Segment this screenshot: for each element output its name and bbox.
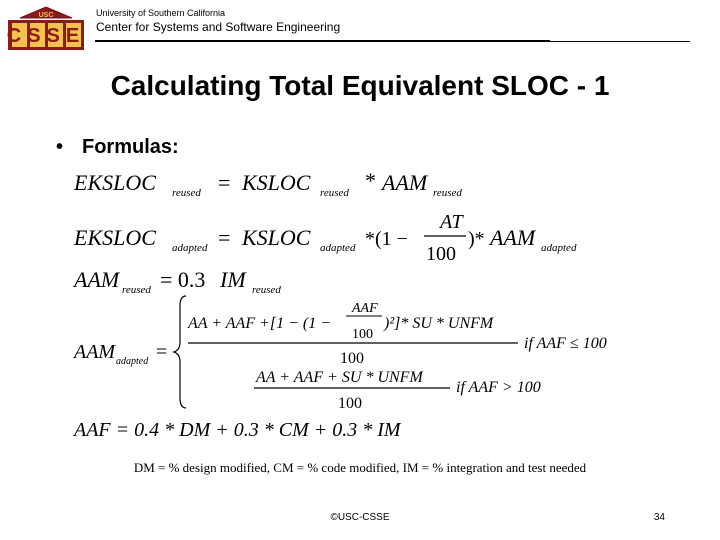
university-name: University of Southern California	[96, 8, 226, 18]
f4-lhs: AAM	[74, 341, 116, 363]
f3-lhs: AAM	[74, 267, 120, 292]
f4-case2-cond: if AAF > 100	[456, 379, 541, 396]
f3-rhs: IM	[220, 267, 246, 292]
f3-lhs-sub: reused	[122, 284, 151, 296]
bullet-icon: •	[56, 136, 64, 158]
header-rule-thin	[550, 41, 690, 42]
formula-aam-reused	[72, 267, 281, 296]
f2-frac-num: AT	[440, 211, 463, 233]
f1-lhs: EKSLOC	[74, 170, 156, 195]
f4-brace	[174, 296, 186, 408]
formula-eksloc-adapted	[73, 211, 577, 265]
definitions-text: DM = % design modified, CM = % code modified, IM = % integration and test needed	[133, 460, 587, 475]
f2-rhs: KSLOC	[242, 225, 311, 250]
bullet-text: Formulas:	[82, 136, 179, 158]
f1-rhs2: AAM	[382, 170, 428, 195]
f2-lhs: EKSLOC	[74, 225, 156, 250]
f4-case1-den: 100	[340, 350, 364, 367]
formula-aam-adapted	[72, 296, 607, 412]
f2-close: )*	[468, 228, 485, 250]
logo-main-text: CSSE	[6, 25, 86, 47]
f2-eq: =	[218, 225, 231, 250]
f1-rhs-sub: reused	[320, 187, 349, 199]
f2-lhs-sub: adapted	[172, 242, 208, 254]
center-name: Center for Systems and Software Engineering	[96, 20, 341, 34]
f3-rhs-sub: reused	[252, 284, 281, 296]
formula-eksloc-reused	[73, 168, 462, 199]
f2-op: *(1 −	[365, 228, 408, 250]
formulas-block	[60, 160, 660, 450]
page-number: 34	[653, 512, 665, 523]
f1-rhs2-sub: reused	[433, 187, 462, 199]
f4-case1-inner-num: AAF	[352, 301, 378, 316]
f2-rhs2-sub: adapted	[541, 242, 577, 254]
f3-eq: = 0.3	[160, 267, 206, 292]
f2-rhs2: AAM	[490, 225, 536, 250]
f4-case1-prefix: AA + AAF +[1 − (1 −	[188, 315, 332, 332]
header-rule	[95, 40, 550, 42]
f4-case2-num: AA + AAF + SU * UNFM	[256, 369, 423, 386]
footer-copyright: ©USC-CSSE	[330, 512, 390, 523]
f1-op: *	[365, 168, 376, 193]
bullet-formulas	[56, 136, 179, 159]
f2-frac-den: 100	[426, 243, 456, 265]
f1-lhs-sub: reused	[172, 187, 201, 199]
f4-case1-suffix: )²]* SU * UNFM	[384, 315, 494, 332]
f1-eq: =	[218, 170, 231, 195]
f4-case2-den: 100	[338, 395, 362, 412]
f4-lhs-sub: adapted	[116, 356, 149, 367]
f4-case1-cond: if AAF ≤ 100	[524, 335, 607, 352]
f2-rhs-sub: adapted	[320, 242, 356, 254]
logo-top-text: USC	[38, 12, 54, 19]
usc-csse-logo	[6, 6, 86, 52]
f4-case1-inner-den: 100	[352, 327, 373, 342]
slide-title: Calculating Total Equivalent SLOC - 1	[110, 70, 610, 101]
formula-aaf: AAF = 0.4 * DM + 0.3 * CM + 0.3 * IM	[74, 419, 401, 441]
f1-rhs: KSLOC	[242, 170, 311, 195]
f4-eq: =	[156, 341, 168, 363]
